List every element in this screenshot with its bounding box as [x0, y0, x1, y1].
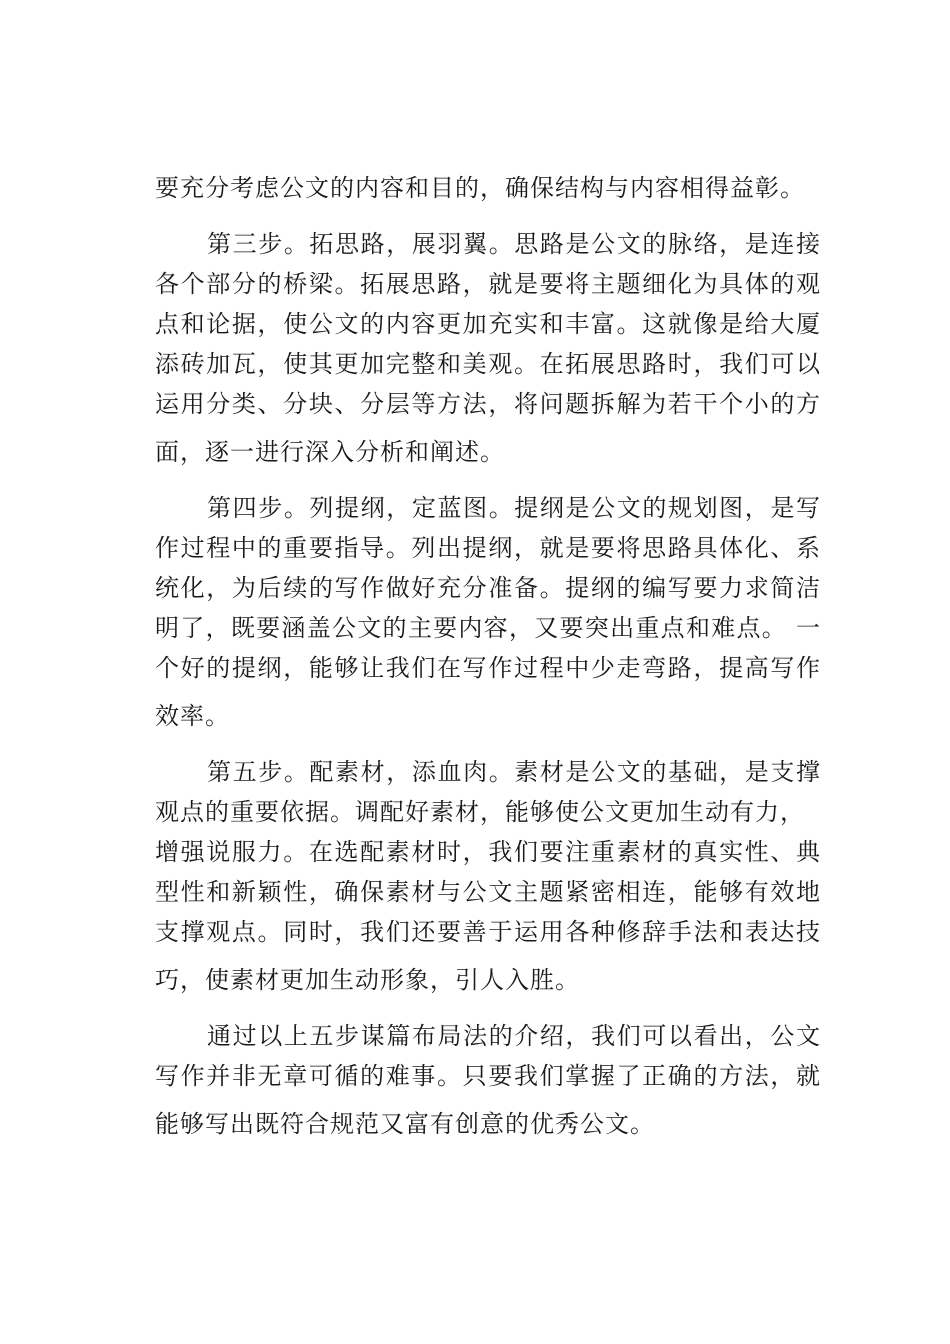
text-line: 第五步。配素材，添血肉。素材是公文的基础，是支撑	[207, 758, 821, 786]
body-text	[155, 168, 821, 1144]
text-line: 巧，使素材更加生动形象，引人入胜。	[155, 966, 580, 994]
text-line: 个好的提纲，能够让我们在写作过程中少走弯路，提高写作	[155, 654, 821, 682]
text-line: 能够写出既符合规范又富有创意的优秀公文。	[155, 1110, 655, 1138]
text-line: 写作并非无章可循的难事。只要我们掌握了正确的方法，就	[155, 1062, 821, 1090]
text-line: 增强说服力。在选配素材时，我们要注重素材的真实性、典	[155, 838, 821, 866]
text-line: 要充分考虑公文的内容和目的，确保结构与内容相得益彰。	[155, 174, 805, 202]
text-line: 面，逐一进行深入分析和阐述。	[155, 438, 505, 466]
paragraph	[155, 1016, 821, 1144]
text-line: 运用分类、分块、分层等方法，将问题拆解为若干个小的方	[155, 390, 821, 418]
paragraph	[155, 224, 821, 472]
text-line: 第三步。拓思路，展羽翼。思路是公文的脉络，是连接	[207, 230, 821, 258]
text-line: 作过程中的重要指导。列出提纲，就是要将思路具体化、系	[155, 534, 821, 562]
text-line: 通过以上五步谋篇布局法的介绍，我们可以看出，公文	[207, 1022, 821, 1050]
paragraph	[155, 752, 821, 1000]
paragraph	[155, 168, 821, 208]
text-line: 观点的重要依据。调配好素材，能够使公文更加生动有力，	[155, 798, 805, 826]
text-line: 各个部分的桥梁。拓展思路，就是要将主题细化为具体的观	[155, 270, 821, 298]
text-line: 第四步。列提纲，定蓝图。提纲是公文的规划图，是写	[207, 494, 821, 522]
text-line: 型性和新颖性，确保素材与公文主题紧密相连，能够有效地	[155, 878, 821, 906]
text-line: 点和论据，使公文的内容更加充实和丰富。这就像是给大厦	[155, 310, 821, 338]
text-line: 支撑观点。同时，我们还要善于运用各种修辞手法和表达技	[155, 918, 821, 946]
text-line: 统化，为后续的写作做好充分准备。提纲的编写要力求简洁	[155, 574, 821, 602]
text-line: 效率。	[155, 702, 230, 730]
text-line: 添砖加瓦，使其更加完整和美观。在拓展思路时，我们可以	[155, 350, 821, 378]
paragraph	[155, 488, 821, 736]
text-line: 明了，既要涵盖公文的主要内容，又要突出重点和难点。 一	[155, 614, 821, 642]
